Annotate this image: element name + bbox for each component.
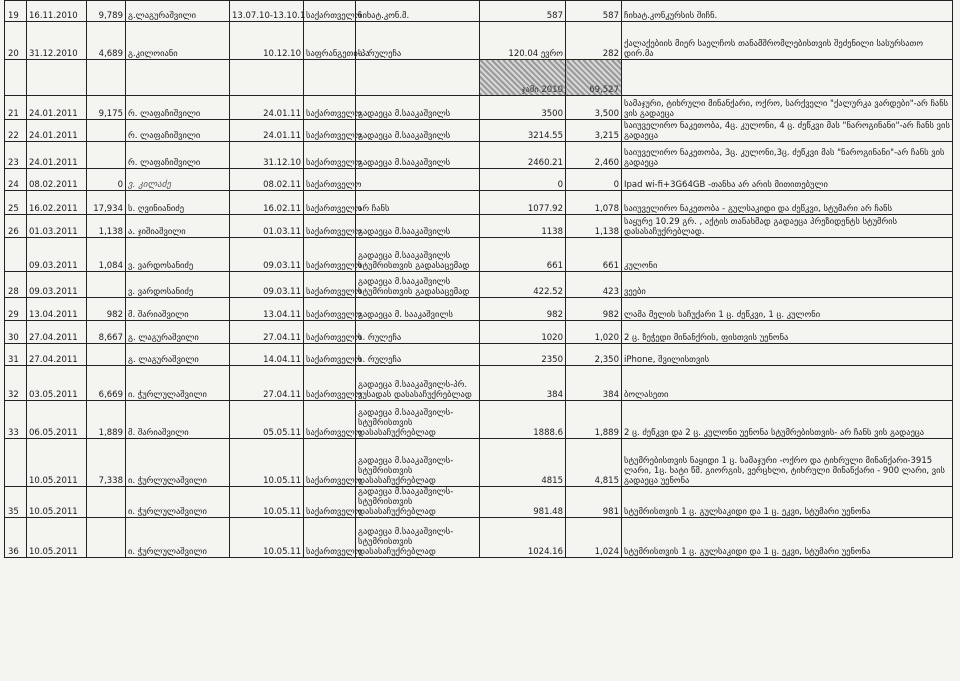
table-row xyxy=(5,215,953,238)
row-purpose: გადაეცა მ.სააკაშვილს-სტუმრისთვის დასასაჩუქრებლად xyxy=(356,487,480,518)
row-amount: 1,138 xyxy=(87,215,126,238)
row-cost: 422.52 xyxy=(480,272,566,298)
row-purpose: გადაეცა მ.სააკაშვილს სტუმრისთვის გადასაცემად xyxy=(356,238,480,272)
row-place: საქართველო xyxy=(304,215,356,238)
table-row xyxy=(5,487,953,518)
row-period: 10.05.11 xyxy=(230,439,304,487)
row-person: გ. ლაგურაშვილი xyxy=(126,321,230,344)
row-date: 06.05.2011 xyxy=(27,401,87,439)
row-date: 13.04.2011 xyxy=(27,298,87,321)
row-note: ჩიხატ.კონკურსის შიჩნ. xyxy=(622,1,953,22)
row-cost: 1024.16 xyxy=(480,518,566,558)
row-person xyxy=(126,60,230,96)
row-purpose: გადაეცა მ.სააკაშვილს-სტუმრისთვის დასასაჩუქრებლად xyxy=(356,518,480,558)
row-period: 08.02.11 xyxy=(230,169,304,191)
row-person: გ. ლაგურაშვილი xyxy=(126,344,230,366)
row-period: 27.04.11 xyxy=(230,321,304,344)
row-person: ი. ჭურლულაშვილი xyxy=(126,439,230,487)
row-number: 22 xyxy=(5,120,27,142)
row-place: საქართველო xyxy=(304,272,356,298)
row-period: 24.01.11 xyxy=(230,96,304,120)
row-number: 30 xyxy=(5,321,27,344)
row-cost: 981.48 xyxy=(480,487,566,518)
row-purpose: ს. რულეჩა xyxy=(356,344,480,366)
row-person: ვ. ვარდოსანიძე xyxy=(126,272,230,298)
row-number: 21 xyxy=(5,96,27,120)
row-note: სტუმრისთვის 1 ც. გულსაკიდი და 1 ც. ეკვი, სტუმარი უენონა xyxy=(622,518,953,558)
row-date: 10.05.2011 xyxy=(27,518,87,558)
row-date: 08.02.2011 xyxy=(27,169,87,191)
row-note: სტუმრისთვის 1 ც. გულსაკიდი და 1 ც. ეკვი, სტუმარი უენონა xyxy=(622,487,953,518)
row-amount xyxy=(87,344,126,366)
row-cost: 2460.21 xyxy=(480,142,566,169)
row-number xyxy=(5,439,27,487)
row-note: საიუველირო ნაკეთობა, 3ც. კულონი,3ც. ძეწკვი მას "ნაროგინანი"-არ ჩანს ვის გადაეცა xyxy=(622,142,953,169)
row-number xyxy=(5,60,27,96)
row-place: საქართველო xyxy=(304,298,356,321)
row-period: 09.03.11 xyxy=(230,272,304,298)
row-person: ს. ღვინიანიძე xyxy=(126,191,230,215)
table-row xyxy=(5,321,953,344)
row-date: 10.05.2011 xyxy=(27,487,87,518)
row-cost: 982 xyxy=(480,298,566,321)
row-date: 24.01.2011 xyxy=(27,96,87,120)
row-period: 09.03.11 xyxy=(230,238,304,272)
row-cost: 4815 xyxy=(480,439,566,487)
table-row xyxy=(5,366,953,401)
row-period: 16.02.11 xyxy=(230,191,304,215)
row-person: ა. ჯიშიაშვილი xyxy=(126,215,230,238)
row-place: საფრანგეთი-პა xyxy=(304,22,356,60)
row-place: საქართველო xyxy=(304,321,356,344)
row-place: საქართველო xyxy=(304,1,356,22)
row-total: 2,460 xyxy=(566,142,622,169)
row-amount: 1,889 xyxy=(87,401,126,439)
row-note: ქალაქებიის მიერ საელჩოს თანამშრომლებისთვის შეძენილი სასურსათო დირ.მა xyxy=(622,22,953,60)
row-amount xyxy=(87,142,126,169)
row-place: საქართველო xyxy=(304,142,356,169)
row-date: 09.03.2011 xyxy=(27,272,87,298)
row-number: 20 xyxy=(5,22,27,60)
row-place: საქართველო xyxy=(304,487,356,518)
row-place: საქართველო xyxy=(304,191,356,215)
row-note: სტუმრებისთვის ნაყიდი 1 ც. სამაჯური -ოქრო და ტიხრული მინანქარი-3915 ლარი, 1ც. ხატი წმ. გიორგის, ვერცხლი, ტიხრული მინანქარი - 900 ლარი, ვის გადაეცა უენონა xyxy=(622,439,953,487)
row-total: 384 xyxy=(566,366,622,401)
row-place: საქართველო xyxy=(304,518,356,558)
row-period: 10.05.11 xyxy=(230,487,304,518)
row-date: 01.03.2011 xyxy=(27,215,87,238)
row-purpose: ჩიხატ.კონ.მ. xyxy=(356,1,480,22)
table-row xyxy=(5,142,953,169)
row-number: 23 xyxy=(5,142,27,169)
row-date: 24.01.2011 xyxy=(27,142,87,169)
row-date: 09.03.2011 xyxy=(27,238,87,272)
row-total: 1,020 xyxy=(566,321,622,344)
table-row xyxy=(5,401,953,439)
row-date: 16.11.2010 xyxy=(27,1,87,22)
row-purpose: გადაეცა მ.სააკაშვილს xyxy=(356,142,480,169)
row-amount: 0 xyxy=(87,169,126,191)
row-note: Ipad wi-fi+3G64GB -თანხა არ არის მითითებული xyxy=(622,169,953,191)
row-cost: 3214.55 xyxy=(480,120,566,142)
row-purpose: გადაეცა მ.სააკაშვილს-სტუმრისთვის დასასაჩუქრებლად xyxy=(356,401,480,439)
table-row xyxy=(5,439,953,487)
row-cost: 3500 xyxy=(480,96,566,120)
row-person: გ.კილოიანი xyxy=(126,22,230,60)
row-purpose: ს. რულეჩა xyxy=(356,321,480,344)
row-note: სამაჯური, ტიხრული მინანქარი, ოქრო, სარქველი "ქალურკა ვარდები"-არ ჩანს ვის გადაეცა xyxy=(622,96,953,120)
row-person: მ. შარიაშვილი xyxy=(126,298,230,321)
row-total: 4,815 xyxy=(566,439,622,487)
row-place: საქართველო xyxy=(304,344,356,366)
table-row xyxy=(5,96,953,120)
row-cost: 120.04 ევრო xyxy=(480,22,566,60)
row-amount: 4,689 xyxy=(87,22,126,60)
row-amount: 8,667 xyxy=(87,321,126,344)
row-note: 2 ც. ზეჭედი მინანქრის, ფისთვის უენონა xyxy=(622,321,953,344)
row-number: 19 xyxy=(5,1,27,22)
row-total: 1,078 xyxy=(566,191,622,215)
row-cost: 2350 xyxy=(480,344,566,366)
row-total: 2,350 xyxy=(566,344,622,366)
row-person: ი. ჭურლულაშვილი xyxy=(126,366,230,401)
row-number: 29 xyxy=(5,298,27,321)
row-cost: 1888.6 xyxy=(480,401,566,439)
table-row xyxy=(5,272,953,298)
row-number: 25 xyxy=(5,191,27,215)
row-number xyxy=(5,238,27,272)
row-total: 661 xyxy=(566,238,622,272)
row-purpose: გადაეცა მ.სააკაშვილს სტუმრისთვის გადასაცემად xyxy=(356,272,480,298)
table-row xyxy=(5,1,953,22)
row-person: რ. ლაფაჩიშვილი xyxy=(126,142,230,169)
row-amount: 1,084 xyxy=(87,238,126,272)
row-cost: 1138 xyxy=(480,215,566,238)
row-cost: ჯამი 2010 xyxy=(480,60,566,96)
row-total: 1,024 xyxy=(566,518,622,558)
row-purpose: გადაეცა მ.სააკაშვილს-პრ. ვუსადას დასასაჩუქრებლად xyxy=(356,366,480,401)
row-amount: 982 xyxy=(87,298,126,321)
row-total: 3,215 xyxy=(566,120,622,142)
row-purpose xyxy=(356,60,480,96)
row-person: მ. შარიაშვილი xyxy=(126,401,230,439)
row-amount: 9,789 xyxy=(87,1,126,22)
table-row xyxy=(5,344,953,366)
row-purpose: გადაეცა მ.სააკაშვილს xyxy=(356,215,480,238)
row-total: 587 xyxy=(566,1,622,22)
row-total: 981 xyxy=(566,487,622,518)
row-person: ი. ჭურლულაშვილი xyxy=(126,518,230,558)
row-total: 423 xyxy=(566,272,622,298)
table-row xyxy=(5,298,953,321)
row-number: 28 xyxy=(5,272,27,298)
row-note: ბოლასეთი xyxy=(622,366,953,401)
row-amount xyxy=(87,60,126,96)
row-date: 27.04.2011 xyxy=(27,344,87,366)
row-cost: 587 xyxy=(480,1,566,22)
row-place: საქართველო xyxy=(304,169,356,191)
row-total: 0 xyxy=(566,169,622,191)
row-total: 3,500 xyxy=(566,96,622,120)
row-total: 69,527 xyxy=(566,60,622,96)
row-period: 05.05.11 xyxy=(230,401,304,439)
row-period: 31.12.10 xyxy=(230,142,304,169)
row-place: საქართველო xyxy=(304,96,356,120)
row-date: 16.02.2011 xyxy=(27,191,87,215)
row-amount xyxy=(87,120,126,142)
row-date xyxy=(27,60,87,96)
table-row xyxy=(5,120,953,142)
row-date: 24.01.2011 xyxy=(27,120,87,142)
table-row xyxy=(5,238,953,272)
row-total: 282 xyxy=(566,22,622,60)
row-amount: 9,175 xyxy=(87,96,126,120)
row-number: 36 xyxy=(5,518,27,558)
row-purpose: გადაეცა მ.სააკაშვილს xyxy=(356,120,480,142)
row-number: 33 xyxy=(5,401,27,439)
row-cost: 1077.92 xyxy=(480,191,566,215)
row-period: 10.12.10 xyxy=(230,22,304,60)
table-row xyxy=(5,518,953,558)
row-period: 13.07.10-13.10.1 xyxy=(230,1,304,22)
row-note: კულონი xyxy=(622,238,953,272)
row-place xyxy=(304,60,356,96)
row-number: 26 xyxy=(5,215,27,238)
row-amount xyxy=(87,487,126,518)
row-total: 982 xyxy=(566,298,622,321)
row-date: 10.05.2011 xyxy=(27,439,87,487)
row-cost: 0 xyxy=(480,169,566,191)
row-period: 10.05.11 xyxy=(230,518,304,558)
row-date: 03.05.2011 xyxy=(27,366,87,401)
row-total: 1,138 xyxy=(566,215,622,238)
row-person: რ. ლაფაჩიშვილი xyxy=(126,120,230,142)
row-period xyxy=(230,60,304,96)
row-note xyxy=(622,60,953,96)
row-number: 35 xyxy=(5,487,27,518)
row-number: 31 xyxy=(5,344,27,366)
row-note: ლამა მელის საჩუქარი 1 ც. ძეწკვი, 1 ც. კულონი xyxy=(622,298,953,321)
row-date: 31.12.2010 xyxy=(27,22,87,60)
row-purpose: გადაეცა მ.სააკაშვილს-სტუმრისთვის დასასაჩუქრებლად xyxy=(356,439,480,487)
row-period: 14.04.11 xyxy=(230,344,304,366)
row-place: საქართველო xyxy=(304,401,356,439)
row-place: საქართველო xyxy=(304,366,356,401)
row-amount xyxy=(87,518,126,558)
row-amount: 7,338 xyxy=(87,439,126,487)
row-place: საქართველო xyxy=(304,120,356,142)
row-place: საქართველო xyxy=(304,238,356,272)
table-row xyxy=(5,169,953,191)
row-purpose: ს. რულეჩა xyxy=(356,22,480,60)
row-note: ვეები xyxy=(622,272,953,298)
row-person: ი. ჭურლულაშვილი xyxy=(126,487,230,518)
row-total: 1,889 xyxy=(566,401,622,439)
table-row xyxy=(5,191,953,215)
row-cost: 661 xyxy=(480,238,566,272)
row-purpose xyxy=(356,169,480,191)
row-amount: 6,669 xyxy=(87,366,126,401)
gift-ledger-table xyxy=(4,0,953,558)
row-person: ვ. ვარდოსანიძე xyxy=(126,238,230,272)
row-cost: 1020 xyxy=(480,321,566,344)
row-purpose: გადაეცა მ. სააკაშვილს xyxy=(356,298,480,321)
table-row xyxy=(5,60,953,96)
row-person: გ.ლაგურაშვილი xyxy=(126,1,230,22)
table-row xyxy=(5,22,953,60)
row-purpose: არ ჩანს xyxy=(356,191,480,215)
row-note: საიუველირო ნაკეთობა - გულსაკიდი და ძეწკვი, სტუმარი არ ჩანს xyxy=(622,191,953,215)
row-cost: 384 xyxy=(480,366,566,401)
row-number: 32 xyxy=(5,366,27,401)
row-period: 01.03.11 xyxy=(230,215,304,238)
row-note: 2 ც. ძეწკვი და 2 ც. კულონი უენონა სტუმრებისთვის- არ ჩანს ვის გადაეცა xyxy=(622,401,953,439)
row-note: საყურე 10.29 გრ. , აქტის თანახმად გადაეცა პრეზიდენტს სტუმრის დასასაჩუქრებლად. xyxy=(622,215,953,238)
row-person: ვ. კილაძე xyxy=(126,169,230,191)
row-amount xyxy=(87,272,126,298)
row-number: 24 xyxy=(5,169,27,191)
row-amount: 17,934 xyxy=(87,191,126,215)
row-purpose: გადაეცა მ.სააკაშვილს xyxy=(356,96,480,120)
row-note: საიუველირო ნაკეთობა, 4ც. კულონი, 4 ც. ძეწკვი მას "ნაროგინანი"-არ ჩანს ვის გადაეცა xyxy=(622,120,953,142)
row-period: 13.04.11 xyxy=(230,298,304,321)
row-period: 27.04.11 xyxy=(230,366,304,401)
row-date: 27.04.2011 xyxy=(27,321,87,344)
row-person: რ. ლაფაჩიშვილი xyxy=(126,96,230,120)
row-period: 24.01.11 xyxy=(230,120,304,142)
row-note: iPhone, შვილისთვის xyxy=(622,344,953,366)
row-place: საქართველო xyxy=(304,439,356,487)
